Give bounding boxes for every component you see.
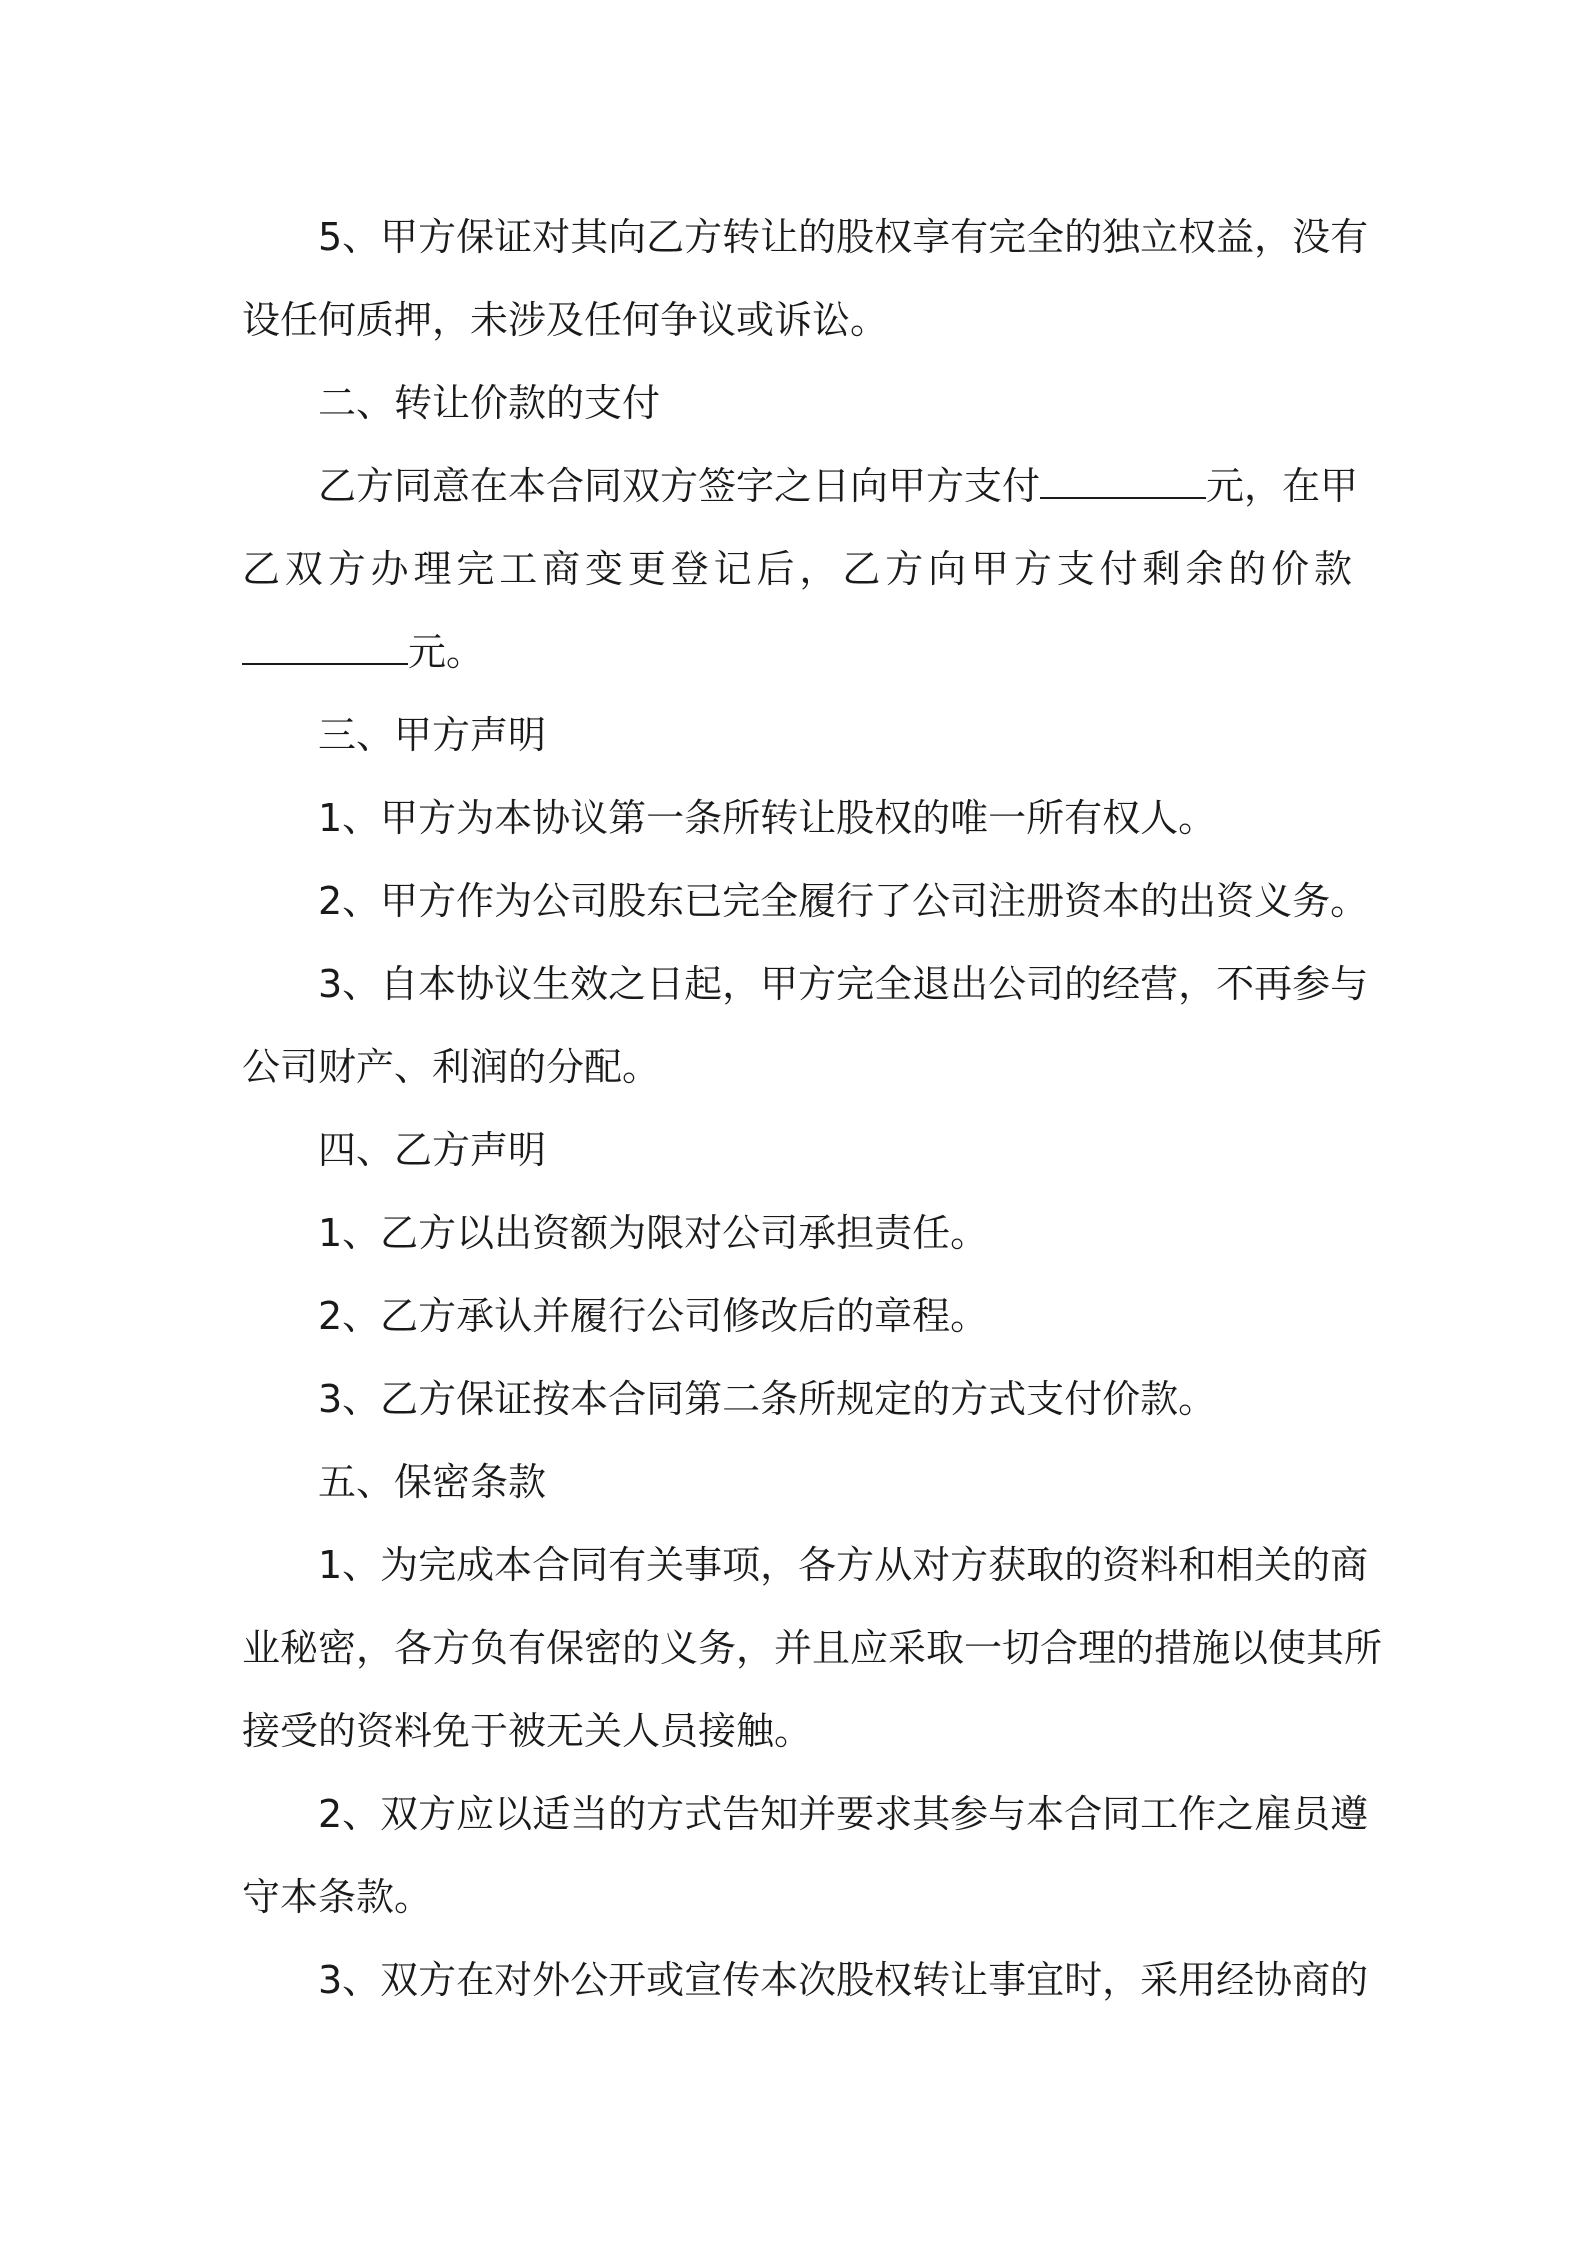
document-page — [242, 196, 1383, 2022]
section-heading: 四、乙方声明 — [318, 1128, 547, 1172]
paragraph-text: 元，在甲 — [1206, 464, 1359, 508]
blank-field[interactable] — [1040, 463, 1206, 499]
paragraph-line: 乙双方办理完工商变更登记后，乙方向甲方支付剩余的价款 — [242, 547, 1352, 591]
paragraph-line: 2、甲方作为公司股东已完全履行了公司注册资本的出资义务。 — [318, 879, 1369, 923]
paragraph-line: 守本条款。 — [242, 1875, 433, 1919]
paragraph-text: 元。 — [408, 630, 485, 674]
paragraph-line: 公司财产、利润的分配。 — [242, 1045, 661, 1089]
paragraph-line: 5、甲方保证对其向乙方转让的股权享有完全的独立权益，没有 — [318, 215, 1369, 259]
paragraph-line: 1、甲方为本协议第一条所转让股权的唯一所有权人。 — [318, 796, 1217, 840]
section-heading: 二、转让价款的支付 — [318, 381, 661, 425]
paragraph-line: 1、为完成本合同有关事项，各方从对方获取的资料和相关的商 — [318, 1543, 1369, 1587]
paragraph-line: 接受的资料免于被无关人员接触。 — [242, 1709, 813, 1753]
paragraph-line: 3、乙方保证按本合同第二条所规定的方式支付价款。 — [318, 1377, 1217, 1421]
paragraph-line: 3、自本协议生效之日起，甲方完全退出公司的经营，不再参与 — [318, 962, 1369, 1006]
paragraph-line: 设任何质押，未涉及任何争议或诉讼。 — [242, 298, 889, 342]
paragraph-line: 1、乙方以出资额为限对公司承担责任。 — [318, 1211, 989, 1255]
paragraph-line: 2、乙方承认并履行公司修改后的章程。 — [318, 1294, 989, 1338]
paragraph-line — [242, 445, 1359, 528]
blank-field[interactable] — [242, 629, 408, 665]
paragraph-line: 3、双方在对外公开或宣传本次股权转让事宜时，采用经协商的 — [318, 1958, 1369, 2002]
paragraph-line: 2、双方应以适当的方式告知并要求其参与本合同工作之雇员遵 — [318, 1792, 1369, 1836]
paragraph-line: 业秘密，各方负有保密的义务，并且应采取一切合理的措施以使其所 — [242, 1626, 1383, 1670]
section-heading: 三、甲方声明 — [318, 713, 547, 757]
paragraph-line — [242, 611, 1352, 694]
paragraph-text: 乙方同意在本合同双方签字之日向甲方支付 — [318, 464, 1041, 508]
section-heading: 五、保密条款 — [318, 1460, 547, 1504]
